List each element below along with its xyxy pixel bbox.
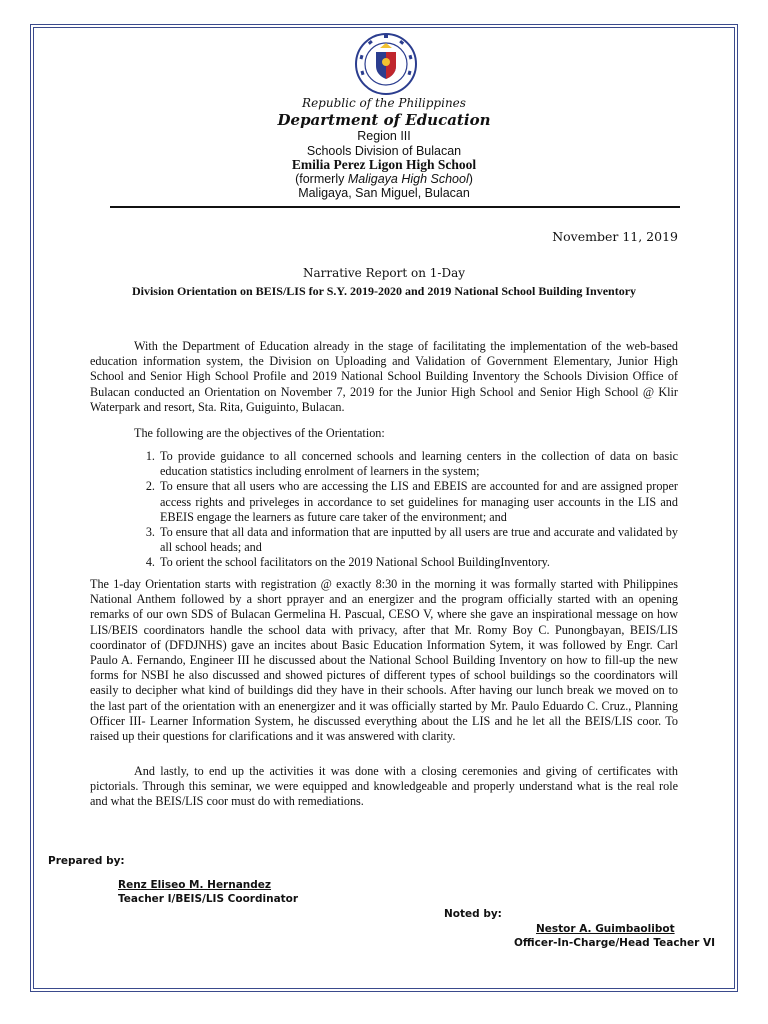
paragraph-1: With the Department of Education already in the stage of facilitating the implementation of the web-based education information system, the Division on Uploading and Validation of Government Elementary, Junior High School and Senior High School Profile and 2019 National School Building Inventory the Schools Division Office of Bulacan conducted an Orientation on November 7, 2019 for the Junior High School and Senior High School @ Klir Waterpark and resort, Sta. Rita, Guiguinto, Bulacan.	[90, 339, 678, 414]
objectives-list	[90, 449, 678, 571]
report-title-line2: Division Orientation on BEIS/LIS for S.Y. 2019-2020 and 2019 National School Building Inventory	[131, 284, 637, 298]
deped-seal	[354, 32, 418, 96]
prepared-by-label: Prepared by:	[48, 855, 125, 867]
noted-by-name: Nestor A. Guimbaolibot	[536, 923, 675, 935]
region: Region III	[357, 129, 411, 143]
noted-by-label: Noted by:	[444, 908, 502, 920]
department-name: Department of Education	[277, 111, 491, 129]
noted-by-title: Officer-In-Charge/Head Teacher VI	[514, 937, 716, 949]
republic-line: Republic of the Philippines	[302, 96, 466, 110]
objective-item: 3. To ensure that all data and information that are inputted by all users are true and accurate and validated by all school heads; and	[158, 525, 678, 555]
narrative-paragraph	[90, 577, 678, 744]
paragraph-3: The 1-day Orientation starts with registration @ exactly 8:30 in the morning it was formally started with Philippines National Anthem followed by a short pprayer and an energizer and the program officially started with an opening remarks of our own SDS of Bulacan Germelina H. Pascual, CESO V, where she gave an inspirational message on how LIS/BEIS coordinators handle the school data with privacy, after that Mr. Romy Boy C. Punongbayan, BEIS/LIS coordinator of (DFDJNHS) gave an incites about Basic Education Information Sytem, it was followed by Engr. Carl Paulo A. Fernando, Engineer III he discussed about the National School Building Inventory on how to fill-up the new forms for NSBI he also discussed and showed pictures of different types of school buildings so the coordinators will easily to decipher what kind of buildings did they have in their schools. After having our lunch break we moved on to the last part of the orientation with an enenergizer and it was officially started by Mr. Paulo Eduardo C. Cruz., Planning Officer III- Learner Information System, he discussed everything about the LIS and he let all the BEIS/LIS coor. To raised up their questions for clarifications and it was answered with clarity.	[90, 577, 678, 744]
objectives-intro	[90, 426, 678, 441]
report-date: November 11, 2019	[552, 229, 678, 244]
header-divider	[110, 206, 680, 208]
paragraph-2: The following are the objectives of the Orientation:	[134, 426, 385, 440]
formerly-name: Maligaya High School	[347, 172, 469, 186]
address: Maligaya, San Miguel, Bulacan	[298, 186, 470, 200]
formerly-line	[0, 172, 768, 186]
school-name: Emilia Perez Ligon High School	[291, 157, 477, 172]
objective-item: 4. To orient the school facilitators on the 2019 National School BuildingInventory.	[158, 555, 678, 570]
division: Schools Division of Bulacan	[306, 144, 462, 158]
report-title-line1: Narrative Report on 1-Day	[302, 266, 466, 280]
closing-paragraph	[90, 764, 678, 810]
objective-item: 1. To provide guidance to all concerned schools and learning centers in the collection of data on basic education statistics including enrolment of learners in the system;	[158, 449, 678, 479]
formerly-suffix: )	[468, 172, 473, 186]
paragraph-4: And lastly, to end up the activities it was done with a closing ceremonies and giving of certificates with pictorials. Through this seminar, we were equipped and knowledgeable and properly understand what is the real role and what the BEIS/LIS coor must do with remediations.	[90, 764, 678, 809]
prepared-by-title: Teacher I/BEIS/LIS Coordinator	[118, 893, 299, 905]
objective-item: 2. To ensure that all users who are accessing the LIS and EBEIS are accounted for and are assigned proper access rights and priveleges in accordance to set guidelines for managing user accounts in the LIS and EBEIS engage the learners as future care taker of the environment; and	[158, 479, 678, 525]
prepared-by-name: Renz Eliseo M. Hernandez	[118, 879, 272, 891]
formerly-prefix: (formerly	[295, 172, 348, 186]
intro-paragraph	[90, 339, 678, 415]
